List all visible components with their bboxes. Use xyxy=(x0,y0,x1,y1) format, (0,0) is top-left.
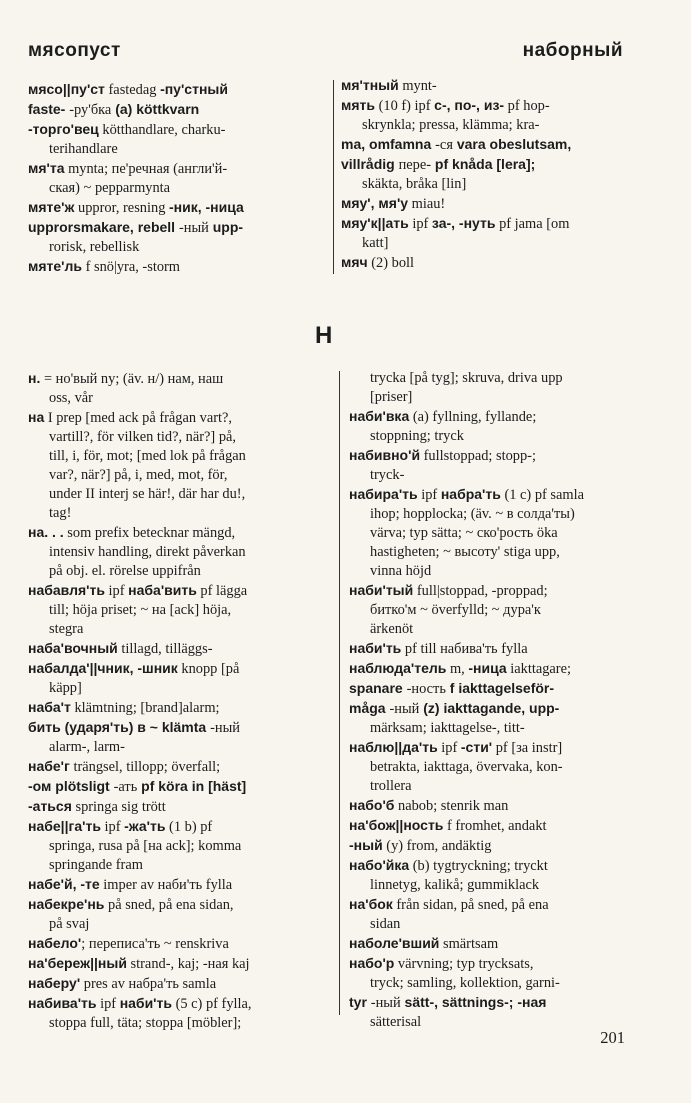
entry-line xyxy=(349,934,626,954)
entry-line xyxy=(28,915,324,934)
entry-line xyxy=(28,389,324,408)
headword: на. . . xyxy=(28,524,64,540)
entry-line xyxy=(28,601,324,620)
entry-line xyxy=(28,466,324,485)
entry-line xyxy=(28,140,324,159)
entry-line xyxy=(28,428,324,447)
definition-text: hastigheten; ~ высоту' stiga upp, xyxy=(370,544,560,560)
definition-text: -ность xyxy=(406,681,446,697)
entry-line xyxy=(349,620,626,639)
entry-line xyxy=(28,581,324,601)
column-main-left xyxy=(28,369,324,1033)
headword: upp- xyxy=(208,219,244,235)
entry-line xyxy=(28,797,324,817)
headword: sätt-, sättnings-; -ная xyxy=(400,994,547,1010)
headword: мяу'к||ать xyxy=(341,215,409,231)
definition-text: linnetyg, kalikå; gummiklack xyxy=(370,877,540,893)
definition-text: sidan xyxy=(370,916,401,932)
definition-text: пере- xyxy=(398,157,432,173)
definition-text: iakttagare; xyxy=(506,661,571,677)
definition-text: pf till набива'ть fylla xyxy=(401,641,528,657)
entry-line xyxy=(28,974,324,994)
headword: vara obeslutsam, xyxy=(452,136,572,152)
definition-text: f snö|yra, -storm xyxy=(82,259,181,275)
entry-line xyxy=(349,446,626,466)
definition-text: värva; typ sätta; ~ ско'рость öka xyxy=(370,525,558,541)
definition-text: (1 c) pf samla xyxy=(500,487,584,503)
definition-text: pf hop- xyxy=(504,98,550,114)
entry-line xyxy=(349,719,626,738)
headword: набело' xyxy=(28,935,82,951)
entry-line xyxy=(349,1013,626,1032)
headword: н. xyxy=(28,370,41,386)
entry-line xyxy=(349,856,626,876)
definition-text: -ру'бка xyxy=(69,102,112,118)
entry-line xyxy=(349,407,626,427)
definition-text: (y) from, andäktig xyxy=(382,838,492,854)
entry-line xyxy=(349,427,626,446)
column-main-right xyxy=(349,369,626,1032)
headword: на'береж||ный xyxy=(28,955,127,971)
definition-text: [priser] xyxy=(370,389,413,405)
entry-line xyxy=(341,135,626,155)
entry-line xyxy=(28,757,324,777)
definition-text: fullstoppad; stopp-; xyxy=(420,448,536,464)
definition-text: på svaj xyxy=(49,916,90,932)
definition-text: ipf xyxy=(408,216,432,232)
headword: наба'вить xyxy=(128,582,197,598)
entry-line xyxy=(341,76,626,96)
definition-text: fastedag xyxy=(104,82,161,98)
definition-text: pres av набра'ть samla xyxy=(80,976,217,992)
column-divider-top xyxy=(333,80,334,274)
headword: наби'тый xyxy=(349,582,414,598)
headword: pf knåda [lera]; xyxy=(431,156,536,172)
headword: за-, -нуть xyxy=(431,215,496,231)
definition-text: var?, när?] på, i, med, mot, för, xyxy=(49,467,228,483)
definition-text: full|stoppad, -proppad; xyxy=(413,583,548,599)
headword: набира'ть xyxy=(349,486,418,502)
headword: на xyxy=(28,409,45,425)
headword: набо'р xyxy=(349,955,395,971)
headword: наба'вочный xyxy=(28,640,118,656)
headword: faste- xyxy=(28,101,70,117)
entry-line xyxy=(28,543,324,562)
headword: spanare xyxy=(349,680,407,696)
entry-line xyxy=(349,639,626,659)
entry-line xyxy=(349,543,626,562)
page-number: 201 xyxy=(600,1028,625,1047)
definition-text: imper av наби'ть fylla xyxy=(99,877,233,893)
entry-line xyxy=(349,758,626,777)
headword: -жа'ть xyxy=(124,818,166,834)
headword: ma, omfamna xyxy=(341,136,436,152)
entry-line xyxy=(349,388,626,407)
headword: -сти' xyxy=(460,739,493,755)
column-top-left xyxy=(28,80,324,277)
definition-text: strand-, kaj; -ная kaj xyxy=(126,956,250,972)
definition-text: trollera xyxy=(370,778,412,794)
headword: наби'ть xyxy=(119,995,172,1011)
entry-line xyxy=(349,993,626,1013)
definition-text: skrynkla; pressa, klämma; kra- xyxy=(362,117,540,133)
definition-text: katt] xyxy=(362,235,389,251)
entry-line xyxy=(28,369,324,389)
headword: -торго'вец xyxy=(28,121,99,137)
definition-text: knopp [på xyxy=(177,661,240,677)
headword: f iakttagelseför- xyxy=(445,680,555,696)
definition-text: pf [за instr] xyxy=(492,740,563,756)
definition-text: (a) fyllning, fyllande; xyxy=(409,409,537,425)
entry-line xyxy=(28,698,324,718)
entry-line xyxy=(28,777,324,797)
headword: мя'тный xyxy=(341,77,399,93)
definition-text: битко'м ~ överfylld; ~ дура'к xyxy=(370,602,541,618)
headword: бить (ударя'ть) в ~ klämta xyxy=(28,719,211,735)
definition-text: ärkenöt xyxy=(370,621,414,637)
entry-line xyxy=(349,466,626,485)
entry-line xyxy=(349,915,626,934)
definition-text: stoppa full, täta; stoppa [möbler]; xyxy=(49,1015,242,1031)
definition-text: som prefix betecknar mängd, xyxy=(63,525,236,541)
entry-line xyxy=(28,447,324,466)
headword: набекре'нь xyxy=(28,896,105,912)
entry-line xyxy=(341,175,626,194)
definition-text: tag! xyxy=(49,505,72,521)
entry-line xyxy=(28,639,324,659)
definition-text: oss, vår xyxy=(49,390,93,406)
entry-line xyxy=(349,876,626,895)
entry-line xyxy=(28,120,324,140)
definition-text: ipf xyxy=(104,583,129,599)
headword: -пу'стный xyxy=(160,81,228,97)
entry-line xyxy=(28,837,324,856)
definition-text: rorisk, rebellisk xyxy=(49,239,140,255)
headword: (z) iakttagande, upp- xyxy=(419,700,560,716)
headword: наболе'вший xyxy=(349,935,440,951)
definition-text: = но'вый ny; (äv. н/) нам, наш xyxy=(40,371,224,387)
entry-line xyxy=(28,679,324,698)
definition-text: springa sig trött xyxy=(71,799,166,815)
definition-text: (2) boll xyxy=(367,255,415,271)
definition-text: -ный xyxy=(178,220,209,236)
definition-text: på obj. el. rörelse uppifrån xyxy=(49,563,201,579)
entry-line xyxy=(349,796,626,816)
entry-line xyxy=(28,179,324,198)
definition-text: springa, rusa på [на ack]; komma xyxy=(49,838,242,854)
definition-text: skäkta, bråka [lin] xyxy=(362,176,467,192)
entry-line xyxy=(28,718,324,738)
definition-text: ipf xyxy=(417,487,441,503)
definition-text: tryck- xyxy=(370,467,405,483)
definition-text: smärtsam xyxy=(439,936,499,952)
headword: мя'та xyxy=(28,160,65,176)
entry-line xyxy=(341,116,626,135)
headword: мяте'ль xyxy=(28,258,82,274)
entry-line xyxy=(28,856,324,875)
entry-line xyxy=(28,408,324,428)
definition-text: värvning; typ trycksats, xyxy=(394,956,534,972)
entry-line xyxy=(349,485,626,505)
headword: набе'й, -те xyxy=(28,876,100,892)
entry-line xyxy=(28,159,324,179)
headword: мяч xyxy=(341,254,368,270)
definition-text: kötthandlare, charku- xyxy=(98,122,226,138)
entry-line xyxy=(28,523,324,543)
definition-text: ipf xyxy=(437,740,461,756)
headword: набо'йка xyxy=(349,857,410,873)
entry-line xyxy=(341,214,626,234)
running-head-left: мясопуст xyxy=(28,40,121,61)
column-top-right xyxy=(341,76,626,273)
definition-text: I prep [med ack på frågan vart?, xyxy=(44,410,233,426)
definition-text: -ся xyxy=(435,137,453,153)
definition-text: vinna höjd xyxy=(370,563,432,579)
definition-text: från sidan, på sned, på ena xyxy=(392,897,549,913)
headword: с-, по-, из- xyxy=(434,97,505,113)
definition-text: trängsel, tillopp; överfall; xyxy=(69,759,221,775)
definition-text: m, xyxy=(446,661,469,677)
entry-line xyxy=(28,1014,324,1033)
headword: villrådig xyxy=(341,156,399,172)
entry-line xyxy=(349,836,626,856)
entry-line xyxy=(349,601,626,620)
entry-line xyxy=(28,954,324,974)
entry-line xyxy=(28,100,324,120)
headword: наблю||да'ть xyxy=(349,739,438,755)
entry-line xyxy=(349,954,626,974)
definition-text: (5 c) pf fylla, xyxy=(171,996,252,1012)
definition-text: terihandlare xyxy=(49,141,118,157)
headword: наби'вка xyxy=(349,408,410,424)
headword: (a) köttkvarn xyxy=(111,101,200,117)
headword: набавля'ть xyxy=(28,582,105,598)
entry-line xyxy=(341,155,626,175)
definition-text: trycka [på tyg]; skruva, driva upp xyxy=(370,370,563,386)
entry-line xyxy=(349,777,626,796)
definition-text: pf jama [om xyxy=(495,216,570,232)
headword: måga xyxy=(349,700,390,716)
headword: набивно'й xyxy=(349,447,421,463)
entry-line xyxy=(349,659,626,679)
headword: набалда'||чник, -шник xyxy=(28,660,178,676)
definition-text: (1 b) pf xyxy=(165,819,213,835)
entry-line xyxy=(28,994,324,1014)
definition-text: vartill?, för vilken tid?, när?] på, xyxy=(49,429,237,445)
entry-line xyxy=(349,816,626,836)
entry-line xyxy=(349,524,626,543)
definition-text: tillagd, tilläggs- xyxy=(117,641,213,657)
definition-text: uppror, resning xyxy=(74,200,169,216)
entry-line xyxy=(28,817,324,837)
definition-text: -ный xyxy=(210,720,240,736)
definition-text: nabob; stenrik man xyxy=(394,798,509,814)
entry-line xyxy=(28,238,324,257)
entry-line xyxy=(349,679,626,699)
entry-line xyxy=(349,738,626,758)
definition-text: -ать xyxy=(113,779,138,795)
headword: мяу', мя'у xyxy=(341,195,409,211)
headword: upprorsmakare, rebell xyxy=(28,219,179,235)
definition-text: -ный xyxy=(389,701,420,717)
definition-text: pf lägga xyxy=(196,583,248,599)
definition-text: ihop; hopplocka; (äv. ~ в солда'ты) xyxy=(370,506,575,522)
entry-line xyxy=(28,257,324,277)
entry-line xyxy=(349,505,626,524)
definition-text: klämtning; [brand]alarm; xyxy=(70,700,220,716)
entry-line xyxy=(28,620,324,639)
definition-text: -ный xyxy=(370,995,401,1011)
entry-line xyxy=(349,581,626,601)
headword: -ный xyxy=(349,837,383,853)
definition-text: miau! xyxy=(408,196,446,212)
entry-line xyxy=(341,234,626,253)
entry-line xyxy=(341,96,626,116)
entry-line xyxy=(28,659,324,679)
headword: tyr xyxy=(349,994,371,1010)
headword: на'бок xyxy=(349,896,393,912)
entry-line xyxy=(28,198,324,218)
definition-text: f fromhet, andakt xyxy=(443,818,547,834)
headword: набо'б xyxy=(349,797,395,813)
definition-text: springande fram xyxy=(49,857,143,873)
entry-line xyxy=(349,974,626,993)
definition-text: till; höja priset; ~ на [ack] höja, xyxy=(49,602,232,618)
definition-text: tryck; samling, kollektion, garni- xyxy=(370,975,560,991)
entry-line xyxy=(28,562,324,581)
definition-text: ская) ~ pepparmynta xyxy=(49,180,171,196)
entry-line xyxy=(28,895,324,915)
definition-text: (10 f) ipf xyxy=(375,98,435,114)
headword: набе'г xyxy=(28,758,70,774)
headword: наберу' xyxy=(28,975,81,991)
headword: мясо||пу'ст xyxy=(28,81,105,97)
definition-text: mynta; пе'речная (англи'й- xyxy=(64,161,228,177)
headword: мять xyxy=(341,97,375,113)
entry-line xyxy=(349,562,626,581)
definition-text: (b) tygtryckning; tryckt xyxy=(409,858,548,874)
headword: наби'ть xyxy=(349,640,402,656)
column-divider-main xyxy=(339,371,340,1015)
headword: -аться xyxy=(28,798,72,814)
definition-text: under II interj se här!, där har du!, xyxy=(49,486,246,502)
headword: наблюда'тель xyxy=(349,660,447,676)
definition-text: ipf xyxy=(100,819,125,835)
definition-text: på sned, på ena sidan, xyxy=(104,897,234,913)
entry-line xyxy=(349,699,626,719)
definition-text: ipf xyxy=(96,996,120,1012)
definition-text: betrakta, iakttaga, övervaka, kon- xyxy=(370,759,563,775)
headword: наба'т xyxy=(28,699,71,715)
headword: -ом plötsligt xyxy=(28,778,114,794)
headword: мяте'ж xyxy=(28,199,75,215)
definition-text: märksam; iakttagelse-, titt- xyxy=(370,720,525,736)
entry-line xyxy=(341,253,626,273)
definition-text: stegra xyxy=(49,621,84,637)
definition-text: intensiv handling, direkt påverkan xyxy=(49,544,246,560)
entry-line xyxy=(349,369,626,388)
entry-line xyxy=(28,504,324,523)
entry-line xyxy=(28,80,324,100)
entry-line xyxy=(349,895,626,915)
entry-line xyxy=(28,218,324,238)
entry-line xyxy=(28,934,324,954)
definition-text: mynt- xyxy=(398,78,437,94)
definition-text: sätterisal xyxy=(370,1014,422,1030)
headword: набра'ть xyxy=(440,486,501,502)
section-letter: Н xyxy=(315,322,333,349)
definition-text: stoppning; tryck xyxy=(370,428,464,444)
headword: набива'ть xyxy=(28,995,97,1011)
headword: pf köra in [häst] xyxy=(137,778,247,794)
headword: -ник, -ница xyxy=(168,199,244,215)
headword: на'бож||ность xyxy=(349,817,444,833)
running-head-right: наборный xyxy=(522,40,623,61)
entry-line xyxy=(341,194,626,214)
entry-line xyxy=(28,875,324,895)
headword: набе||га'ть xyxy=(28,818,101,834)
definition-text: alarm-, larm- xyxy=(49,739,125,755)
entry-line xyxy=(28,738,324,757)
definition-text: käpp] xyxy=(49,680,82,696)
entry-line xyxy=(28,485,324,504)
definition-text: ; переписа'ть ~ renskriva xyxy=(81,936,229,952)
headword: -ница xyxy=(468,660,507,676)
definition-text: till, i, för, mot; [med lok på frågan xyxy=(49,448,246,464)
